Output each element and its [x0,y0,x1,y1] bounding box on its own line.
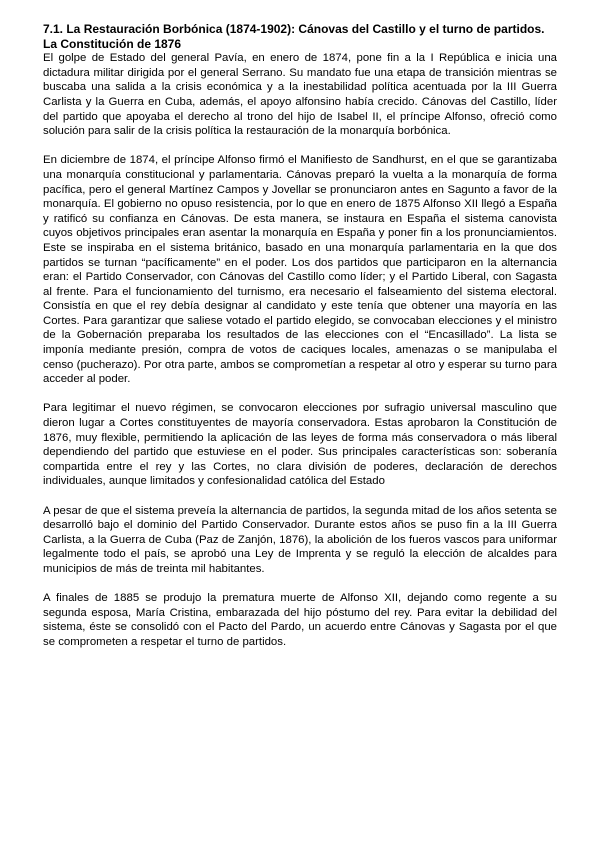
paragraph-pacto-del-pardo: A finales de 1885 se produjo la prematura muerte de Alfonso XII, dejando como regente a su segunda esposa, María Cristina, embarazada del hijo póstumo del rey. Para evitar la debilidad del sistema, éste se consolidó con el Pacto del Pardo, un acuerdo entre Cánovas y Sagasta por el que se comprometen a respetar el turno de partidos. [43,592,557,648]
paragraph-pavia-coup: El golpe de Estado del general Pavía, en enero de 1874, pone fin a la I República e inicia una dictadura militar dirigida por el general Serrano. Su mandato fue una etapa de transición mientras se buscaba una salida a la crisis económica y a la inestabilidad política acentuada por la III Guerra Carlista y la Guerra en Cuba, además, el apoyo alfonsino había crecido. Cánovas del Castillo, líder del partido que apoyaba el derecho al trono del hijo de Isabel II, el príncipe Alfonso, ofreció como solución para salir de la crisis política la restauración de la monarquía borbónica. [43,52,557,138]
paragraph-conservative-dominance: A pesar de que el sistema preveía la alternancia de partidos, la segunda mitad de los años setenta se desarrolló bajo el dominio del Partido Conservador. Durante estos años se puso fin a la III Guerra Carlista, a la Guerra de Cuba (Paz de Zanjón, 1876), la abolición de los fueros vascos para uniformar legalmente todo el país, se aprobó una Ley de Imprenta y se reguló la elección de alcaldes para municipios de más de treinta mil habitantes. [43,504,557,575]
section-title-line-2: La Constitución de 1876 [43,36,182,51]
paragraph-sandhurst-turnismo: En diciembre de 1874, el príncipe Alfonso firmó el Manifiesto de Sandhurst, en el que se garantizaba una monarquía constitucional y parlamentaria. Cánovas preparó la vuelta a la monarquía de forma pacífica, pero el general Martínez Campos y Jovellar se pronunciaron antes en Sagunto a favor de la monarquía. El gobierno no opuso resistencia, por lo que en enero de 1875 Alfonso XII llegó a España y ratificó su confianza en Cánovas. De esta manera, se instaura en España el sistema canovista cuyos objetivos principales eran asentar la monarquía en España y poner fin a los pronunciamientos. Este se inspiraba en el sistema británico, basado en una monarquía parlamentaria en la que dos partidos se turnan “pacíficamente” en el poder. Los dos partidos que participaron en la alternancia eran: el Partido Conservador, con Cánovas del Castillo como líder; y el Partido Liberal, con Sagasta al frente. Para el funcionamiento del turnismo, era necesario el falseamiento del sistema electoral. Consistía en que el rey debía designar al candidato y este tenía que obtener una mayoría en las Cortes. Para garantizar que saliese votado el partido elegido, se convocaban elecciones y el ministro de la Gobernación preparaba los resultados de las elecciones con el “Encasillado”. La lista se imponía mediante presión, compra de votos de caciques locales, amenazas o se manipulaba el censo (pucherazo). Por otra parte, ambos se comprometían a respetar al otro y esperar su turno para acceder al poder. [43,154,557,386]
document-page [43,22,557,650]
section-title [43,22,557,51]
section-title-line-1: 7.1. La Restauración Borbónica (1874-1902): Cánovas del Castillo y el turno de partidos. [43,22,545,36]
paragraph-constitution-1876: Para legitimar el nuevo régimen, se convocaron elecciones por sufragio universal masculino que dieron lugar a Cortes constituyentes de mayoría conservadora. Estas aprobaron la Constitución de 1876, muy flexible, permitiendo la aplicación de las leyes de forma más conservadora o más liberal dependiendo del partido que estuviese en el poder. Sus principales características son: soberanía compartida entre el rey y las Cortes, no clara división de poderes, declaración de derechos individuales, aunque limitados y confesionalidad católica del Estado [43,402,557,488]
